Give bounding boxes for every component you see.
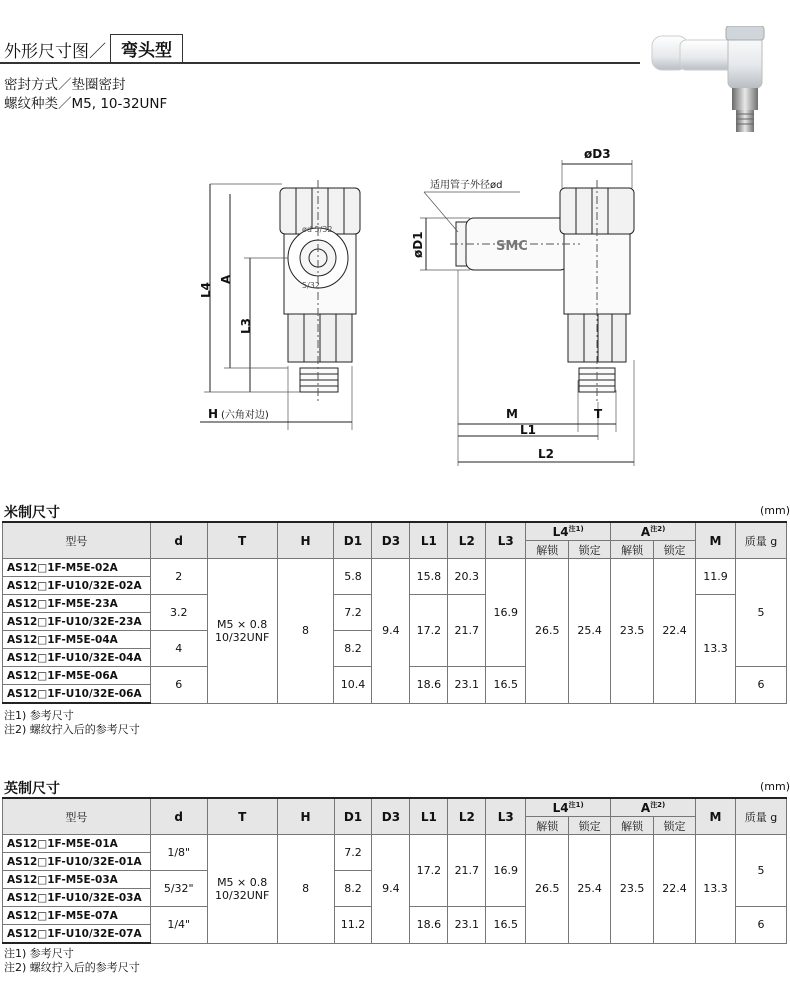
d1-cell: 8.2: [334, 631, 372, 667]
d1-cell: 8.2: [334, 871, 372, 907]
d-cell: 6: [150, 667, 207, 704]
page-title: 外形尺寸图／: [4, 41, 106, 62]
d1-cell: 10.4: [334, 667, 372, 704]
d-cell: 2: [150, 559, 207, 595]
header-a: $A^{注2)}$: [611, 522, 696, 541]
header-d1: D1: [334, 522, 372, 559]
l1-cell: 17.2: [410, 595, 448, 667]
dim-label-l2: L2: [538, 447, 554, 461]
header-a-unlock: 解锁: [611, 541, 654, 559]
mass-cell: 5: [736, 559, 787, 667]
header-a: $A^{注2)}$: [611, 798, 696, 817]
tube-od-label: 适用管子外径ød: [430, 180, 503, 191]
table-row: [3, 835, 787, 853]
dim-label-d3: øD3: [584, 147, 611, 161]
header-d: d: [150, 522, 207, 559]
a-lock-cell: 22.4: [654, 559, 696, 704]
l2-cell: 23.1: [448, 667, 486, 704]
model-cell: AS12□1F-M5E-23A: [3, 595, 151, 613]
l4-unlock-cell: 26.5: [526, 835, 569, 944]
metric-unit: (mm): [760, 504, 790, 517]
header-l2: L2: [448, 798, 486, 835]
header-l4-lock: 锁定: [569, 817, 611, 835]
header-d: d: [150, 798, 207, 835]
metric-title: 米制尺寸: [4, 505, 60, 521]
product-photo: [650, 26, 780, 138]
model-cell: AS12□1F-U10/32E-01A: [3, 853, 151, 871]
note-2: 注2) 螺纹拧入后的参考尺寸: [4, 961, 140, 974]
brand-logo: SMC: [496, 239, 528, 254]
m-cell: 13.3: [696, 595, 736, 704]
header-l4-unlock: 解锁: [526, 817, 569, 835]
dim-label-m: M: [506, 407, 518, 421]
model-cell: AS12□1F-M5E-04A: [3, 631, 151, 649]
t-cell: M5 × 0.8 10/32UNF: [207, 559, 277, 704]
dim-label-l3: L3: [239, 318, 253, 334]
header-mass: 质量 g: [735, 798, 786, 835]
model-cell: AS12□1F-U10/32E-07A: [3, 925, 151, 944]
mass-cell: 6: [736, 667, 787, 704]
t-cell: M5 × 0.8 10/32UNF: [207, 835, 277, 944]
dim-label-h-note: (六角对边): [221, 410, 269, 421]
header-h: H: [277, 522, 334, 559]
d-cell: 1/8": [150, 835, 207, 871]
h-cell: 8: [277, 835, 334, 944]
l2-cell: 20.3: [448, 559, 486, 595]
l3-cell: 16.9: [486, 559, 526, 667]
d-cell: 4: [150, 631, 207, 667]
header-d3: D3: [372, 522, 410, 559]
note-1: 注1) 参考尺寸: [4, 709, 74, 722]
l3-cell: 16.9: [486, 835, 526, 907]
header-t: T: [207, 522, 277, 559]
header-d3: D3: [372, 798, 410, 835]
d-cell: 5/32": [150, 871, 207, 907]
model-cell: AS12□1F-U10/32E-02A: [3, 577, 151, 595]
header-l4-unlock: 解锁: [526, 541, 569, 559]
header-t: T: [207, 798, 277, 835]
l4-lock-cell: 25.4: [569, 559, 611, 704]
a-lock-cell: 22.4: [654, 835, 696, 944]
a-unlock-cell: 23.5: [611, 835, 654, 944]
dim-label-a: A: [219, 274, 233, 284]
header-l4-lock: 锁定: [569, 541, 611, 559]
header-a-unlock: 解锁: [611, 817, 654, 835]
header-l1: L1: [410, 798, 448, 835]
m-cell: 13.3: [696, 835, 736, 944]
header-l2: L2: [448, 522, 486, 559]
header-l3: L3: [486, 798, 526, 835]
a-unlock-cell: 23.5: [611, 559, 654, 704]
l4-unlock-cell: 26.5: [526, 559, 569, 704]
mass-cell: 5: [735, 835, 786, 907]
header-d1: D1: [334, 798, 372, 835]
model-cell: AS12□1F-M5E-07A: [3, 907, 151, 925]
l1-cell: 18.6: [410, 907, 448, 944]
imperial-table: [2, 797, 787, 944]
seal-method: 密封方式／垫圈密封: [4, 77, 126, 93]
l2-cell: 21.7: [448, 835, 486, 907]
header-a-lock: 锁定: [654, 817, 696, 835]
l1-cell: 18.6: [410, 667, 448, 704]
table-row: [3, 559, 787, 577]
model-cell: AS12□1F-U10/32E-23A: [3, 613, 151, 631]
note-2: 注2) 螺纹拧入后的参考尺寸: [4, 723, 140, 736]
model-cell: AS12□1F-U10/32E-06A: [3, 685, 151, 704]
dim-label-l4: L4: [199, 282, 213, 298]
model-cell: AS12□1F-M5E-03A: [3, 871, 151, 889]
dimension-drawing: [0, 140, 790, 470]
dim-label-h: H: [208, 407, 219, 421]
header-divider: [0, 62, 640, 64]
port-marking: ød 5/32: [302, 225, 333, 234]
header-a-lock: 锁定: [654, 541, 696, 559]
header-l3: L3: [486, 522, 526, 559]
header-model: 型号: [3, 522, 151, 559]
model-cell: AS12□1F-U10/32E-04A: [3, 649, 151, 667]
model-cell: AS12□1F-M5E-02A: [3, 559, 151, 577]
h-cell: 8: [277, 559, 334, 704]
page-header: [4, 34, 183, 64]
d1-cell: 7.2: [334, 595, 372, 631]
thread-type: 螺纹种类／M5, 10-32UNF: [4, 96, 168, 112]
d-cell: 3.2: [150, 595, 207, 631]
l3-cell: 16.5: [486, 907, 526, 944]
model-cell: AS12□1F-M5E-06A: [3, 667, 151, 685]
port-marking-2: 5/32: [302, 281, 320, 290]
header-l4: L4$^{注1)}$: [526, 522, 611, 541]
dim-label-t: T: [594, 407, 603, 421]
l1-cell: 17.2: [410, 835, 448, 907]
l3-cell: 16.5: [486, 667, 526, 704]
l2-cell: 21.7: [448, 595, 486, 667]
imperial-notes: [4, 947, 140, 975]
mass-cell: 6: [735, 907, 786, 944]
header-model: 型号: [3, 798, 151, 835]
imperial-unit: (mm): [760, 780, 790, 793]
model-cell: AS12□1F-M5E-01A: [3, 835, 151, 853]
d1-cell: 7.2: [334, 835, 372, 871]
metric-table: [2, 521, 787, 704]
header-m: M: [696, 522, 736, 559]
d3-cell: 9.4: [372, 559, 410, 704]
spec-text: [4, 76, 167, 114]
header-m: M: [696, 798, 736, 835]
imperial-title: 英制尺寸: [4, 781, 60, 797]
d1-cell: 11.2: [334, 907, 372, 944]
header-l4: L4$^{注1)}$: [526, 798, 611, 817]
d-cell: 1/4": [150, 907, 207, 944]
metric-notes: [4, 709, 140, 737]
l1-cell: 15.8: [410, 559, 448, 595]
l4-lock-cell: 25.4: [569, 835, 611, 944]
note-1: 注1) 参考尺寸: [4, 947, 74, 960]
header-h: H: [277, 798, 334, 835]
type-label-box: 弯头型: [110, 34, 183, 64]
model-cell: AS12□1F-U10/32E-03A: [3, 889, 151, 907]
header-l1: L1: [410, 522, 448, 559]
dim-label-l1: L1: [520, 423, 536, 437]
d1-cell: 5.8: [334, 559, 372, 595]
header-mass: 质量 g: [736, 522, 787, 559]
dim-label-d1: øD1: [411, 231, 425, 258]
m-cell: 11.9: [696, 559, 736, 595]
d3-cell: 9.4: [372, 835, 410, 944]
l2-cell: 23.1: [448, 907, 486, 944]
